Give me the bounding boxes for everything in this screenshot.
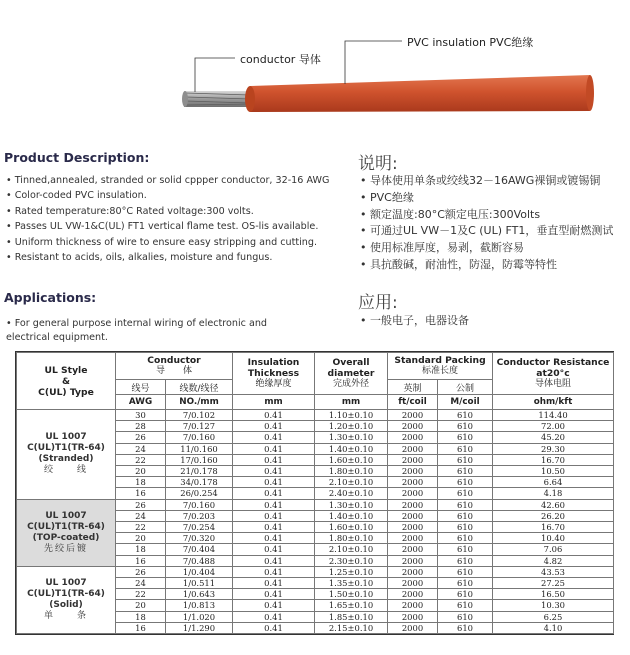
conductor-label: conductor 导体 [240, 53, 321, 66]
table-cell: 0.41 [233, 589, 315, 600]
style-label-line: UL 1007 [45, 432, 87, 443]
table-cell: 22 [116, 522, 166, 533]
table-cell: 2.30±0.10 [315, 555, 388, 566]
wire-illustration [0, 0, 630, 135]
header-text: 完成外径 [332, 379, 369, 389]
header-text: Conductor [147, 355, 201, 366]
table-cell: 0.41 [233, 544, 315, 555]
table-cell: 7/0.160 [166, 499, 233, 510]
table-cell: 0.41 [233, 578, 315, 589]
table-cell: 18 [116, 611, 166, 622]
table-cell: 2.40±0.10 [315, 488, 388, 499]
table-cell: 16 [116, 488, 166, 499]
table-cell: 610 [438, 544, 493, 555]
table-cell: 2000 [388, 622, 438, 633]
list-item: • Rated temperature:80°C Rated voltage:300 volts. [6, 204, 329, 219]
table-cell: 1/0.404 [166, 566, 233, 577]
table-cell: 10.40 [493, 533, 614, 544]
table-cell: 610 [438, 589, 493, 600]
style-label-zh: 先绞后镀 [43, 543, 88, 554]
table-cell: 1.60±0.10 [315, 454, 388, 465]
style-label-line: C(UL)T1(TR-64) [27, 588, 105, 599]
table-cell: 43.53 [493, 566, 614, 577]
table-cell: 1.20±0.10 [315, 421, 388, 432]
table-cell: 1/1.020 [166, 611, 233, 622]
table-cell: 2000 [388, 533, 438, 544]
table-cell: 2000 [388, 578, 438, 589]
overall-diameter-header [315, 353, 388, 395]
table-cell: 0.41 [233, 533, 315, 544]
list-item: • 使用标准厚度，易剥，截断容易 [360, 240, 613, 257]
description-list-en [6, 173, 329, 265]
table-cell: 2000 [388, 421, 438, 432]
list-item: • 可通过UL VW－1及C (UL) FT1，垂直型耐燃测试 [360, 223, 613, 240]
list-item: • 一般电子，电器设备 [360, 313, 469, 330]
style-group-label [17, 566, 116, 633]
style-group-label [17, 410, 116, 500]
table-cell: 610 [438, 410, 493, 421]
table-cell: 610 [438, 499, 493, 510]
table-cell: 610 [438, 443, 493, 454]
unit-awg: AWG [116, 395, 166, 410]
table-cell: 2.15±0.10 [315, 622, 388, 633]
table-cell: 2000 [388, 611, 438, 622]
table-cell: 30 [116, 410, 166, 421]
style-label-line: (TOP-coated) [32, 532, 100, 543]
table-cell: 22 [116, 589, 166, 600]
strands-subheader: 线数/线径 [166, 380, 233, 395]
applications-item-en: For general purpose internal wiring of electronic and electrical equipment. [6, 318, 268, 343]
insulation-jacket [245, 75, 594, 112]
table-cell: 10.30 [493, 600, 614, 611]
table-cell: 72.00 [493, 421, 614, 432]
table-cell: 28 [116, 421, 166, 432]
table-cell: 1/0.643 [166, 589, 233, 600]
table-cell: 27.25 [493, 578, 614, 589]
style-label-zh: 绞 线 [43, 465, 88, 476]
table-cell: 114.40 [493, 410, 614, 421]
style-label-line: (Solid) [49, 599, 83, 610]
applications-title: Applications: [4, 290, 97, 305]
table-cell: 1.30±0.10 [315, 432, 388, 443]
packing-header [388, 353, 493, 380]
table-cell: 2000 [388, 566, 438, 577]
header-text: Standard Packing [394, 355, 486, 366]
table-cell: 26 [116, 432, 166, 443]
applications-title-zh: 应用: [358, 293, 398, 313]
imperial-subheader: 英制 [388, 380, 438, 395]
style-label-zh: 单 条 [43, 610, 88, 621]
table-cell: 2000 [388, 466, 438, 477]
table-cell: 16 [116, 622, 166, 633]
table-cell: 2.10±0.10 [315, 477, 388, 488]
unit-insulation: mm [233, 395, 315, 410]
table-cell: 7/0.203 [166, 510, 233, 521]
unit-resistance: ohm/kft [493, 395, 614, 410]
conductor-header [116, 353, 233, 380]
table-cell: 610 [438, 432, 493, 443]
table-cell: 4.82 [493, 555, 614, 566]
style-label-line: C(UL)T1(TR-64) [27, 521, 105, 532]
table-cell: 0.41 [233, 555, 315, 566]
table-cell: 1.35±0.10 [315, 578, 388, 589]
table-cell: 7/0.404 [166, 544, 233, 555]
header-text: Insulation Thickness [247, 357, 300, 379]
table-cell: 7/0.254 [166, 522, 233, 533]
table-cell: 7/0.488 [166, 555, 233, 566]
list-item: • Resistant to acids, oils, alkalies, moisture and fungus. [6, 250, 329, 265]
description-list-zh [360, 173, 613, 274]
table-cell: 2000 [388, 477, 438, 488]
header-text: Conductor Resistance at20°c [496, 357, 610, 379]
table-cell: 26.20 [493, 510, 614, 521]
table-cell: 7/0.127 [166, 421, 233, 432]
style-label-line: UL 1007 [45, 577, 87, 588]
insulation-label: PVC insulation PVC绝缘 [407, 36, 534, 49]
table-cell: 20 [116, 600, 166, 611]
table-cell: 0.41 [233, 443, 315, 454]
unit-strands: NO./mm [166, 395, 233, 410]
table-cell: 0.41 [233, 488, 315, 499]
header-text: C(UL) Type [38, 386, 94, 398]
table-cell: 0.41 [233, 410, 315, 421]
table-cell: 2000 [388, 555, 438, 566]
style-label-line: C(UL)T1(TR-64) [27, 443, 105, 454]
style-group-label [17, 499, 116, 566]
table-cell: 1/1.290 [166, 622, 233, 633]
metric-subheader: 公制 [438, 380, 493, 395]
table-cell: 610 [438, 611, 493, 622]
table-cell: 20 [116, 466, 166, 477]
table-cell: 18 [116, 477, 166, 488]
table-cell: 1.30±0.10 [315, 499, 388, 510]
table-cell: 29.30 [493, 443, 614, 454]
table-cell: 0.41 [233, 421, 315, 432]
table-cell: 1.40±0.10 [315, 443, 388, 454]
table-cell: 21/0.178 [166, 466, 233, 477]
table-header-row [17, 353, 614, 380]
table-cell: 26/0.254 [166, 488, 233, 499]
list-item: • 导体使用单条或绞线32－16AWG裸铜或镀锡铜 [360, 173, 613, 190]
header-text: & [61, 375, 70, 387]
list-item: • PVC绝缘 [360, 190, 613, 207]
conductor-strands [182, 91, 252, 107]
table-cell: 6.64 [493, 477, 614, 488]
table-cell: 2000 [388, 589, 438, 600]
table-cell: 2000 [388, 432, 438, 443]
awg-subheader: 线号 [116, 380, 166, 395]
table-cell: 18 [116, 544, 166, 555]
table-cell: 0.41 [233, 510, 315, 521]
list-item: • 具抗酸碱，耐油性，防湿，防霉等特性 [360, 257, 613, 274]
table-cell: 0.41 [233, 522, 315, 533]
table-cell: 610 [438, 421, 493, 432]
table-cell: 610 [438, 622, 493, 633]
table-cell: 24 [116, 510, 166, 521]
table-cell: 2000 [388, 499, 438, 510]
table-cell: 1.85±0.10 [315, 611, 388, 622]
table-cell: 2000 [388, 544, 438, 555]
list-item: • Tinned,annealed, stranded or solid cppper conductor, 32-16 AWG [6, 173, 329, 188]
unit-m-coil: M/coil [438, 395, 493, 410]
list-item: • 额定温度:80°C额定电压:300Volts [360, 207, 613, 224]
table-cell: 0.41 [233, 477, 315, 488]
style-label-line: (Stranded) [38, 454, 94, 465]
table-cell: 45.20 [493, 432, 614, 443]
table-cell: 11/0.160 [166, 443, 233, 454]
table-cell: 1.65±0.10 [315, 600, 388, 611]
list-item: • Color-coded PVC insulation. [6, 188, 329, 203]
table-cell: 0.41 [233, 432, 315, 443]
table-cell: 2.10±0.10 [315, 544, 388, 555]
table-cell: 24 [116, 443, 166, 454]
resistance-header [493, 353, 614, 395]
table-cell: 34/0.178 [166, 477, 233, 488]
table-cell: 6.25 [493, 611, 614, 622]
table-cell: 1.40±0.10 [315, 510, 388, 521]
table-cell: 610 [438, 466, 493, 477]
table-cell: 0.41 [233, 499, 315, 510]
list-item: • Uniform thickness of wire to ensure easy stripping and cutting. [6, 235, 329, 250]
table-cell: 4.10 [493, 622, 614, 633]
table-cell: 24 [116, 578, 166, 589]
table-cell: 7.06 [493, 544, 614, 555]
table-cell: 610 [438, 522, 493, 533]
style-header [17, 353, 116, 410]
header-text: Overall diameter [327, 357, 375, 379]
table-cell: 2000 [388, 410, 438, 421]
table-cell: 610 [438, 488, 493, 499]
table-cell: 2000 [388, 510, 438, 521]
table-row [17, 410, 614, 421]
product-description-title: Product Description: [4, 150, 150, 165]
table-cell: 2000 [388, 488, 438, 499]
table-body [17, 410, 614, 634]
table-cell: 1.80±0.10 [315, 466, 388, 477]
table-cell: 610 [438, 578, 493, 589]
table-cell: 2000 [388, 600, 438, 611]
table-cell: 2000 [388, 454, 438, 465]
conductor-leader-line [195, 58, 235, 92]
spec-table [15, 351, 614, 635]
table-cell: 610 [438, 477, 493, 488]
table-cell: 610 [438, 454, 493, 465]
header-text: 导体电阻 [534, 379, 571, 389]
table-cell: 16.50 [493, 589, 614, 600]
table-cell: 0.41 [233, 454, 315, 465]
header-text: 绝缘厚度 [255, 379, 292, 389]
table-cell: 0.41 [233, 622, 315, 633]
applications-list-zh [360, 313, 469, 330]
table-cell: 1/0.511 [166, 578, 233, 589]
insulation-leader-line [345, 41, 402, 84]
table-cell: 7/0.320 [166, 533, 233, 544]
table-cell: 0.41 [233, 611, 315, 622]
table-cell: 20 [116, 533, 166, 544]
table-cell: 2000 [388, 443, 438, 454]
table-cell: 16 [116, 555, 166, 566]
style-label-line: UL 1007 [45, 510, 87, 521]
table-cell: 22 [116, 454, 166, 465]
table-cell: 42.60 [493, 499, 614, 510]
unit-diameter: mm [315, 395, 388, 410]
header-text: 标准长度 [421, 366, 458, 376]
applications-text-en: • For general purpose internal wiring of electronic and electrical equipment. [6, 318, 268, 343]
table-cell: 610 [438, 600, 493, 611]
table-cell: 610 [438, 555, 493, 566]
table-cell: 2000 [388, 522, 438, 533]
unit-ft-coil: ft/coil [388, 395, 438, 410]
header-text: UL Style [44, 364, 88, 376]
table-cell: 4.18 [493, 488, 614, 499]
table-cell: 1/0.813 [166, 600, 233, 611]
header-text: 导 体 [155, 366, 192, 376]
table-cell: 17/0.160 [166, 454, 233, 465]
table-row [17, 499, 614, 510]
table-cell: 0.41 [233, 466, 315, 477]
table-cell: 10.50 [493, 466, 614, 477]
table-row [17, 566, 614, 577]
table-cell: 1.10±0.10 [315, 410, 388, 421]
table-cell: 0.41 [233, 600, 315, 611]
table-cell: 16.70 [493, 522, 614, 533]
wire-diagram [0, 0, 630, 135]
table-cell: 1.25±0.10 [315, 566, 388, 577]
table-cell: 610 [438, 566, 493, 577]
table-cell: 1.60±0.10 [315, 522, 388, 533]
table-cell: 1.80±0.10 [315, 533, 388, 544]
table-cell: 1.50±0.10 [315, 589, 388, 600]
table-cell: 7/0.160 [166, 432, 233, 443]
description-title-zh: 说明: [358, 154, 398, 174]
insulation-header [233, 353, 315, 395]
table-cell: 610 [438, 533, 493, 544]
table-cell: 0.41 [233, 566, 315, 577]
table-cell: 26 [116, 499, 166, 510]
list-item: • Passes UL VW-1&C(UL) FT1 vertical flame test. OS-lis available. [6, 219, 329, 234]
table-cell: 7/0.102 [166, 410, 233, 421]
table-cell: 610 [438, 510, 493, 521]
table-cell: 26 [116, 566, 166, 577]
table-cell: 16.70 [493, 454, 614, 465]
